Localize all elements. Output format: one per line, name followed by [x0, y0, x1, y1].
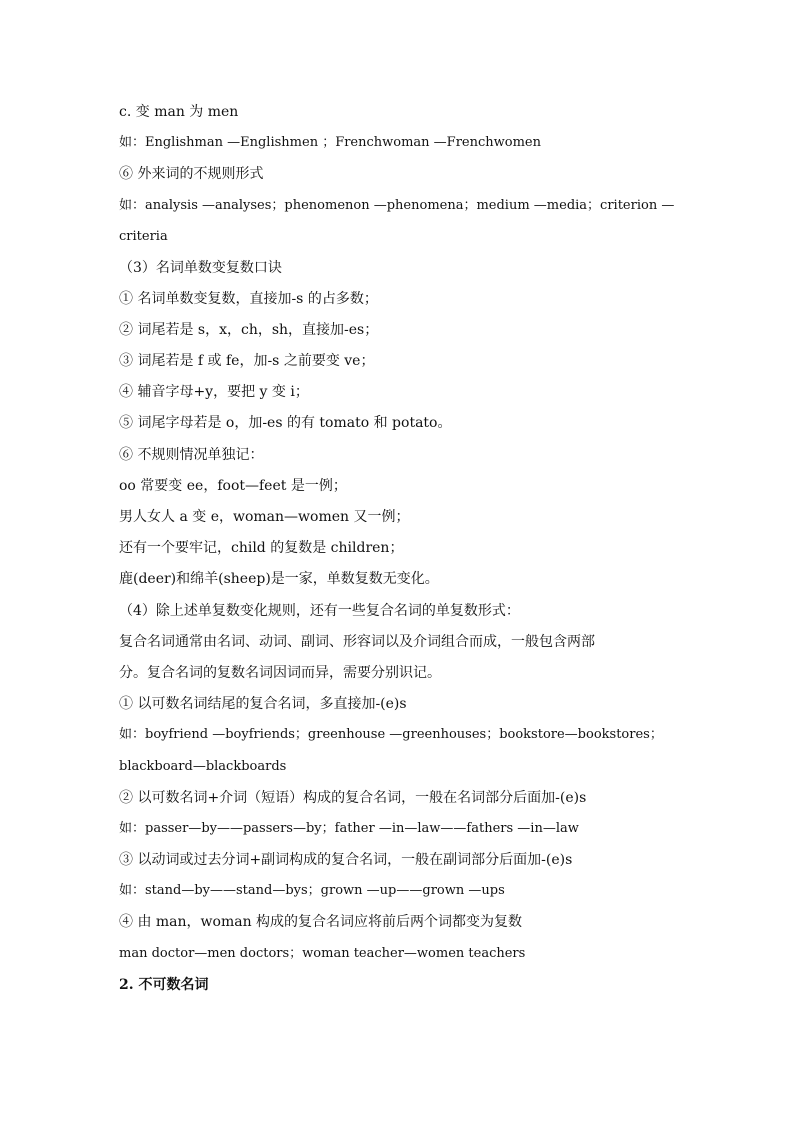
- section-4-heading: （4）除上述单复数变化规则，还有一些复合名词的单复数形式：: [119, 603, 520, 619]
- rhyme-6: ⑥ 不规则情况单独记：: [119, 447, 264, 463]
- rhyme-2: ② 词尾若是 s，x，ch，sh，直接加-es；: [119, 322, 379, 338]
- rhyme-deer-sheep: 鹿(deer)和绵羊(sheep)是一家，单数复数无变化。: [119, 571, 439, 587]
- example-passer-by: 如：passer—by——passers—by；father —in—law——fathers —in—law: [119, 821, 579, 836]
- rhyme-oo-ee: oo 常要变 ee，foot—feet 是一例；: [119, 478, 347, 494]
- compound-intro-1: 复合名词通常由名词、动词、副词、形容词以及介词组合而成，一般包含两部: [119, 634, 595, 650]
- rhyme-4: ④ 辅音字母+y，要把 y 变 i；: [119, 384, 309, 400]
- compound-rule-2: ② 以可数名词+介词（短语）构成的复合名词，一般在名词部分后面加-(e)s: [119, 790, 587, 806]
- rule-6-foreign-words: ⑥ 外来词的不规则形式: [119, 166, 264, 182]
- compound-rule-1: ① 以可数名词结尾的复合名词，多直接加-(e)s: [119, 696, 407, 712]
- example-stand-by: 如：stand—by——stand—bys；grown —up——grown —ups: [119, 883, 505, 898]
- compound-intro-2: 分。复合名词的复数名词因词而异，需要分别识记。: [119, 665, 441, 681]
- section-2-uncountable-heading: 2. 不可数名词: [119, 977, 209, 993]
- example-criteria: criteria: [119, 229, 168, 244]
- example-analysis: 如：analysis —analyses；phenomenon —phenomena；medium —media；criterion —: [119, 198, 675, 213]
- rhyme-1: ① 名词单数变复数，直接加-s 的占多数；: [119, 291, 378, 307]
- rhyme-3: ③ 词尾若是 f 或 fe，加-s 之前要变 ve；: [119, 353, 375, 369]
- rhyme-5: ⑤ 词尾字母若是 o，加-es 的有 tomato 和 potato。: [119, 415, 452, 431]
- compound-rule-3: ③ 以动词或过去分词+副词构成的复合名词，一般在副词部分后面加-(e)s: [119, 852, 573, 868]
- example-man-doctor: man doctor—men doctors；woman teacher—women teachers: [119, 946, 526, 961]
- rule-c-man-to-men: c. 变 man 为 men: [119, 104, 239, 120]
- example-boyfriend: 如：boyfriend —boyfriends；greenhouse —greenhouses；bookstore—bookstores；: [119, 727, 663, 742]
- rhyme-a-e: 男人女人 a 变 e，woman—women 又一例；: [119, 509, 410, 525]
- rhyme-child: 还有一个要牢记，child 的复数是 children；: [119, 540, 404, 556]
- example-englishman: 如：Englishman —Englishmen ；Frenchwoman —Frenchwomen: [119, 135, 541, 150]
- compound-rule-4: ④ 由 man，woman 构成的复合名词应将前后两个词都变为复数: [119, 914, 523, 930]
- example-blackboard: blackboard—blackboards: [119, 759, 287, 774]
- section-3-heading: （3）名词单数变复数口诀: [119, 260, 282, 276]
